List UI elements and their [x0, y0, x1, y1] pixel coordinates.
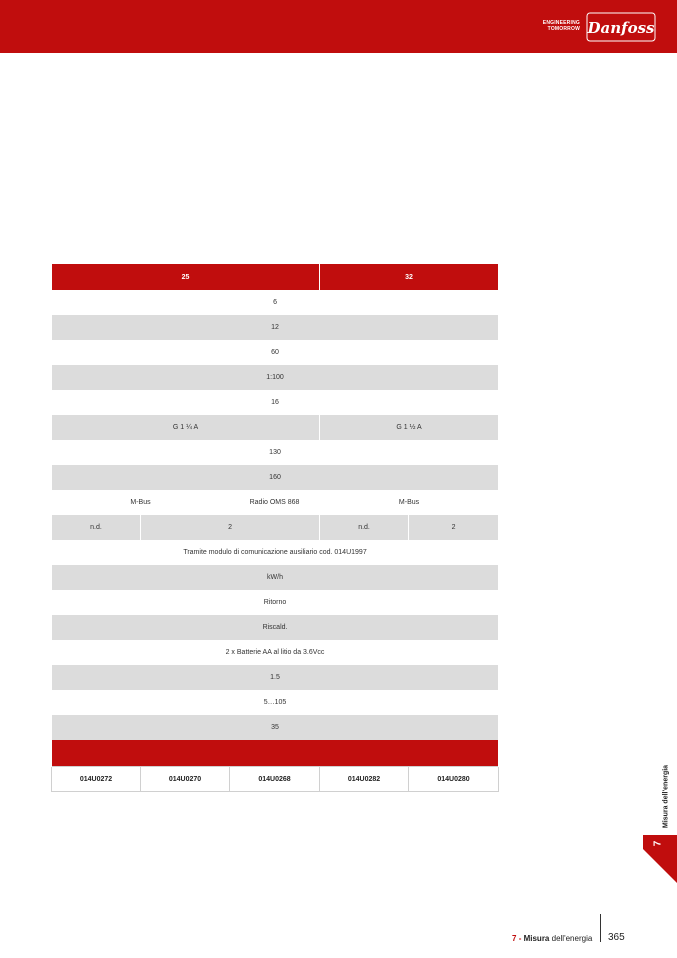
spec-table — [51, 264, 499, 792]
table-cell: 35 — [52, 715, 499, 740]
footer-title-rest: dell'energia — [551, 934, 593, 943]
table-row — [52, 715, 499, 740]
table-cell: n.d. — [52, 515, 141, 540]
table-divider-row — [52, 740, 499, 767]
tagline-line-1: ENGINEERING — [542, 20, 580, 26]
table-row — [52, 640, 499, 665]
table-cell — [52, 740, 499, 767]
product-code: 014U0268 — [230, 767, 320, 792]
table-cell: G 1 ½ A — [320, 415, 499, 440]
table-cell: 2 — [409, 515, 499, 540]
table-row — [52, 340, 499, 365]
table-cell: 160 — [52, 465, 499, 490]
footer-chapter-number: 7 — [512, 934, 517, 943]
table-cell: M-Bus — [320, 490, 499, 515]
table-row — [52, 515, 499, 540]
table-row — [52, 590, 499, 615]
table-cell: G 1 ¼ A — [52, 415, 320, 440]
table-row — [52, 615, 499, 640]
table-row — [52, 365, 499, 390]
table-cell: 1:100 — [52, 365, 499, 390]
table-row — [52, 690, 499, 715]
tagline-line-2: TOMORROW — [547, 26, 580, 32]
product-code: 014U0282 — [320, 767, 409, 792]
table-row — [52, 415, 499, 440]
table-cell: 16 — [52, 390, 499, 415]
product-code: 014U0272 — [52, 767, 141, 792]
table-cell: 1.5 — [52, 665, 499, 690]
footer-title-bold: Misura — [523, 934, 550, 943]
table-cell: kW/h — [52, 565, 499, 590]
table-cell: Tramite modulo di comunicazione ausiliario cod. 014U1997 — [52, 540, 499, 565]
footer-chapter — [512, 934, 592, 943]
table-row — [52, 390, 499, 415]
table-row — [52, 465, 499, 490]
table-row — [52, 440, 499, 465]
table-row — [52, 315, 499, 340]
table-cell: 12 — [52, 315, 499, 340]
page-number: 365 — [608, 932, 625, 943]
table-row — [52, 490, 499, 515]
table-cell: 6 — [52, 290, 499, 315]
danfoss-logo — [586, 12, 656, 42]
side-chapter-label: Misura dell'energia — [662, 764, 670, 829]
table-row — [52, 540, 499, 565]
table-row — [52, 665, 499, 690]
footer-divider — [600, 914, 601, 942]
table-cell: M-Bus — [52, 490, 230, 515]
logo-text: Danfoss — [587, 19, 655, 37]
brand-tagline — [540, 20, 580, 32]
header-size-32: 32 — [320, 264, 499, 290]
table-cell: Radio OMS 868 — [230, 490, 320, 515]
table-cell: n.d. — [320, 515, 409, 540]
table-cell: 2 x Batterie AA al litio da 3.6Vcc — [52, 640, 499, 665]
table-cell: Riscald. — [52, 615, 499, 640]
header-size-25: 25 — [52, 264, 320, 290]
product-code: 014U0270 — [141, 767, 230, 792]
product-code: 014U0280 — [409, 767, 499, 792]
table-cell: 2 — [141, 515, 320, 540]
table-cell: 60 — [52, 340, 499, 365]
table-cell: 130 — [52, 440, 499, 465]
table-header-row — [52, 264, 499, 290]
side-chapter-number: 7 — [652, 840, 664, 847]
table-cell: Ritorno — [52, 590, 499, 615]
footer-separator: - — [518, 934, 522, 943]
table-row — [52, 290, 499, 315]
table-row — [52, 565, 499, 590]
codes-row — [52, 767, 499, 792]
table-cell: 5…105 — [52, 690, 499, 715]
